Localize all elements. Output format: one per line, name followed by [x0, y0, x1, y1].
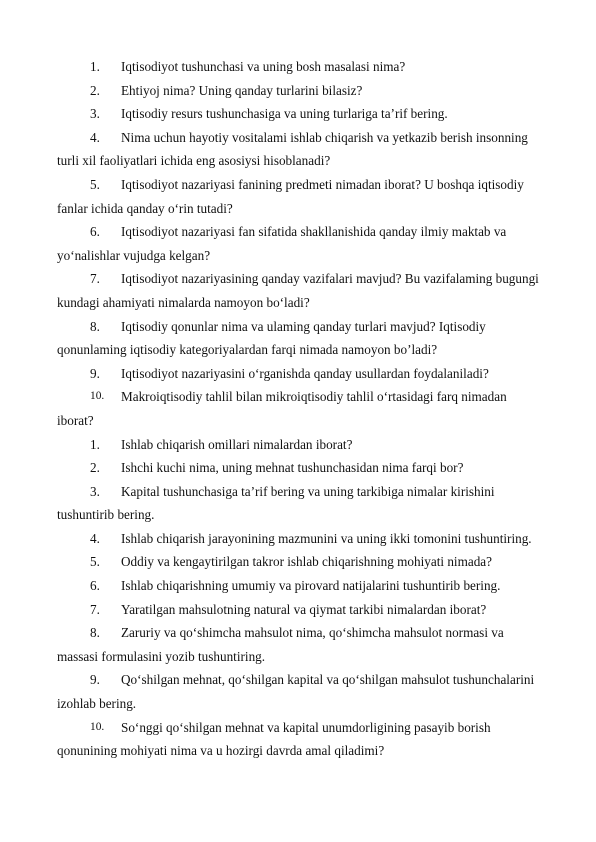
question-number: 9.: [90, 365, 100, 381]
question-number: 6.: [90, 224, 100, 240]
question-item: [0, 480, 596, 527]
question-list: [0, 55, 596, 763]
question-item: [0, 79, 596, 103]
question-first-line: [0, 574, 596, 598]
question-item: [0, 126, 596, 173]
question-first-line: [0, 173, 596, 197]
question-text-continuation: izohlab bering.: [57, 696, 137, 712]
question-text-continuation: qonunining mohiyati nima va u hozirgi davrda amal qiladimi?: [57, 743, 385, 759]
question-first-line: [0, 315, 596, 339]
question-item: [0, 433, 596, 457]
question-item: [0, 456, 596, 480]
question-item: [0, 527, 596, 551]
question-first-line: [0, 102, 596, 126]
question-number: 7.: [90, 271, 100, 287]
question-item: [0, 220, 596, 267]
question-first-line: [0, 527, 596, 551]
question-number: 10.: [90, 720, 105, 733]
question-text: Iqtisodiy qonunlar nima va ulaming qanday turlari mavjud? Iqtisodiy: [121, 318, 486, 334]
question-first-line: [0, 480, 596, 504]
question-text-continuation: qonunlaming iqtisodiy kategoriyalardan farqi nimada namoyon bo’ladi?: [57, 342, 438, 358]
question-text: Ishlab chiqarishning umumiy va pirovard natijalarini tushuntirib bering.: [121, 578, 501, 594]
question-text: Zaruriy va qo‘shimcha mahsulot nima, qo‘shimcha mahsulot normasi va: [121, 625, 504, 641]
question-item: [0, 173, 596, 220]
question-text-continuation: massasi formulasini yozib tushuntiring.: [57, 648, 266, 664]
question-text: Makroiqtisodiy tahlil bilan mikroiqtisodiy tahlil o‘rtasidagi farq nimadan: [121, 389, 507, 405]
question-text-continuation: turli xil faoliyatlari ichida eng asosiysi hisoblanadi?: [57, 153, 331, 169]
question-text-continuation: fanlar ichida qanday o‘rin tutadi?: [57, 200, 233, 216]
question-text: Iqtisodiyot nazariyasining qanday vazifalari mavjud? Bu vazifalaming bugungi: [121, 271, 539, 287]
question-text: Ishlab chiqarish jarayonining mazmunini va uning ikki tomonini tushuntiring.: [121, 530, 532, 546]
question-first-line: [0, 220, 596, 244]
question-number: 3.: [90, 483, 100, 499]
question-number: 4.: [90, 129, 100, 145]
question-item: [0, 267, 596, 314]
question-number: 2.: [90, 460, 100, 476]
question-text: Nima uchun hayotiy vositalami ishlab chiqarish va yetkazib berish insonning: [121, 129, 528, 145]
question-first-line: [0, 55, 596, 79]
question-item: [0, 621, 596, 668]
question-number: 10.: [90, 390, 105, 403]
question-first-line: [0, 126, 596, 150]
question-item: [0, 385, 596, 432]
question-text: Yaratilgan mahsulotning natural va qiymat tarkibi nimalardan iborat?: [121, 601, 487, 617]
question-number: 4.: [90, 530, 100, 546]
question-first-line: [0, 362, 596, 386]
question-number: 5.: [90, 176, 100, 192]
question-item: [0, 550, 596, 574]
question-text: Ishchi kuchi nima, uning mehnat tushunchasidan nima farqi bor?: [121, 460, 464, 476]
question-item: [0, 55, 596, 79]
question-item: [0, 362, 596, 386]
question-number: 1.: [90, 436, 100, 452]
question-first-line: [0, 79, 596, 103]
question-text-continuation: kundagi ahamiyati nimalarda namoyon bo‘ladi?: [57, 294, 310, 310]
question-first-line: [0, 716, 596, 740]
question-number: 5.: [90, 554, 100, 570]
question-text: Iqtisodiy resurs tushunchasiga va uning turlariga ta’rif bering.: [121, 106, 448, 122]
question-number: 8.: [90, 625, 100, 641]
question-item: [0, 716, 596, 763]
question-first-line: [0, 433, 596, 457]
question-number: 6.: [90, 578, 100, 594]
question-text: Iqtisodiyot tushunchasi va uning bosh masalasi nima?: [121, 59, 406, 74]
question-text: Oddiy va kengaytirilgan takror ishlab chiqarishning mohiyati nimada?: [121, 554, 492, 570]
question-first-line: [0, 598, 596, 622]
question-text: Iqtisodiyot nazariyasini o‘rganishda qanday usullardan foydalaniladi?: [121, 365, 489, 381]
question-first-line: [0, 385, 596, 409]
question-text: Iqtisodiyot nazariyasi fanining predmeti nimadan iborat? U boshqa iqtisodiy: [121, 176, 524, 192]
question-number: 1.: [90, 59, 100, 74]
question-first-line: [0, 550, 596, 574]
question-text: Ishlab chiqarish omillari nimalardan iborat?: [121, 436, 353, 452]
question-item: [0, 598, 596, 622]
question-first-line: [0, 621, 596, 645]
question-item: [0, 668, 596, 715]
question-first-line: [0, 668, 596, 692]
question-text-continuation: iborat?: [57, 412, 94, 428]
question-number: 3.: [90, 106, 100, 122]
question-first-line: [0, 267, 596, 291]
question-number: 2.: [90, 82, 100, 98]
question-item: [0, 315, 596, 362]
question-text-continuation: tushuntirib bering.: [57, 507, 155, 523]
question-text: So‘nggi qo‘shilgan mehnat va kapital unumdorligining pasayib borish: [121, 719, 491, 735]
question-item: [0, 574, 596, 598]
question-number: 7.: [90, 601, 100, 617]
question-item: [0, 102, 596, 126]
question-text: Ehtiyoj nima? Uning qanday turlarini bilasiz?: [121, 82, 363, 98]
question-text: Kapital tushunchasiga ta’rif bering va uning tarkibiga nimalar kirishini: [121, 483, 495, 499]
question-text: Qo‘shilgan mehnat, qo‘shilgan kapital va qo‘shilgan mahsulot tushunchalarini: [121, 672, 535, 688]
question-first-line: [0, 456, 596, 480]
question-number: 8.: [90, 318, 100, 334]
question-text-continuation: yo‘nalishlar vujudga kelgan?: [57, 247, 211, 263]
question-number: 9.: [90, 672, 100, 688]
question-text: Iqtisodiyot nazariyasi fan sifatida shakllanishida qanday ilmiy maktab va: [121, 224, 507, 240]
